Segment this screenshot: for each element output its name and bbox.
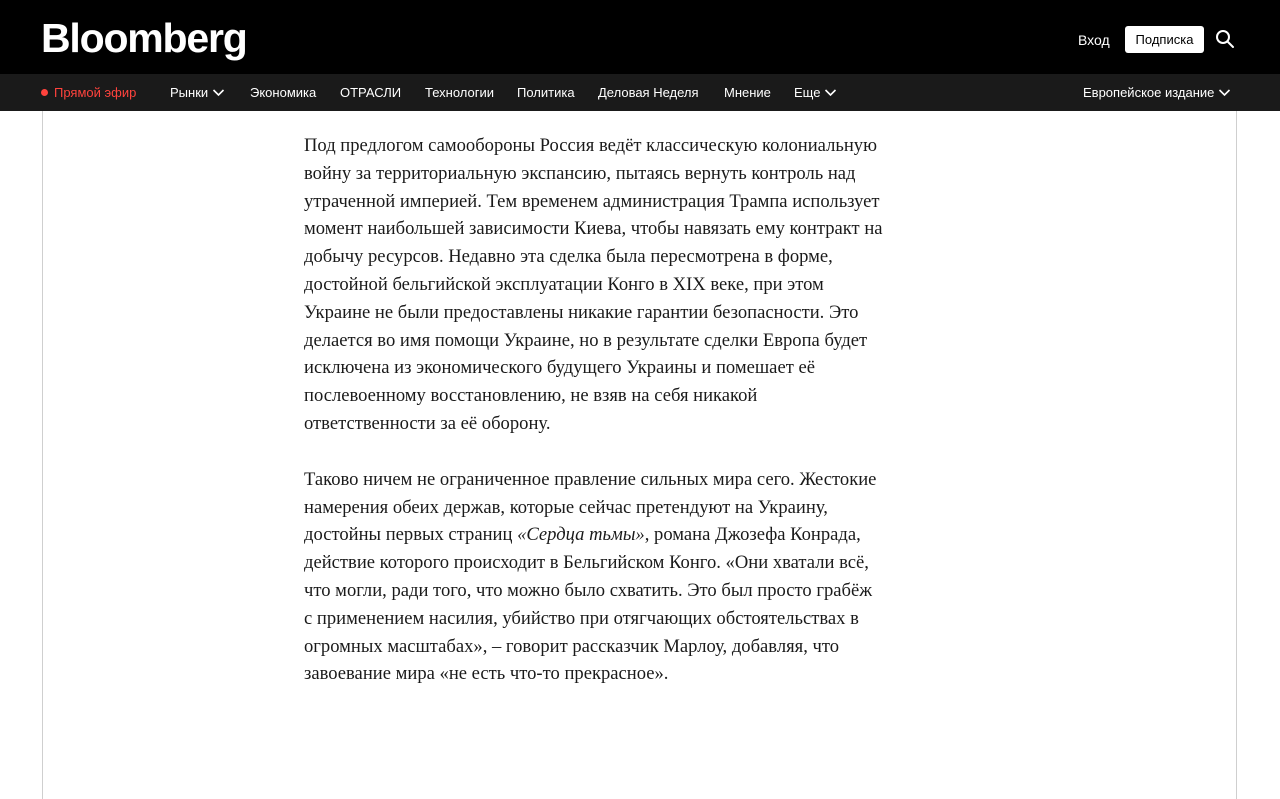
nav-live-label: Прямой эфир — [54, 85, 137, 100]
edition-selector[interactable] — [1083, 74, 1231, 111]
paragraph-text: , романа Джозефа Конрада, действие которого происходит в Бельгийском Конго. «Они хватали всё, что могли, ради того, что можно было схватить. Это был просто грабёж с применением насилия, убийство при отягчающих обстоятельствах в огромных масштабах», – говорит рассказчик Марлоу, добавляя, что завоевание мира «не есть что-то прекрасное». — [304, 524, 873, 685]
nav-item-label: Деловая Неделя — [598, 85, 699, 100]
subscribe-button[interactable]: Подписка — [1125, 26, 1204, 53]
nav-item-label: Мнение — [724, 85, 771, 100]
nav-item-label: Еще — [794, 85, 821, 100]
nav-item-economics[interactable] — [250, 74, 316, 111]
signin-link[interactable]: Вход — [1078, 32, 1110, 48]
top-bar — [0, 0, 1280, 74]
nav-item-industries[interactable] — [340, 74, 401, 111]
chevron-down-icon — [212, 88, 225, 97]
article-paragraph — [304, 466, 884, 688]
nav-item-more[interactable] — [794, 74, 837, 111]
live-dot-icon — [41, 89, 48, 96]
chevron-down-icon — [824, 88, 837, 97]
nav-item-politics[interactable] — [517, 74, 575, 111]
bloomberg-logo[interactable]: Bloomberg — [41, 15, 247, 61]
nav-item-businessweek[interactable] — [598, 74, 699, 111]
nav-live[interactable] — [41, 74, 136, 111]
search-icon[interactable] — [1215, 29, 1235, 49]
nav-item-label: Экономика — [250, 85, 317, 100]
main-navigation — [0, 74, 1280, 111]
nav-item-label: Рынки — [170, 85, 209, 100]
book-title: «Сердца тьмы» — [517, 524, 645, 546]
chevron-down-icon — [1218, 88, 1231, 97]
article-paragraph: Под предлогом самообороны Россия ведёт классическую колониальную войну за территориальную экспансию, пытаясь вернуть контроль над утраченной империей. Тем временем администрация Трампа использует момент наибольшей зависимости Киева, чтобы навязать ему контракт на добычу ресурсов. Недавно эта сделка была пересмотрена в форме, достойной бельгийской эксплуатации Конго в XIX веке, при этом Украине не были предоставлены никакие гарантии безопасности. Это делается во имя помощи Украине, но в результате сделки Европа будет исключена из экономического будущего Украины и помешает её послевоенному восстановлению, не взяв на себя никакой ответственности за её оборону. — [304, 135, 883, 434]
nav-item-markets[interactable] — [170, 74, 225, 111]
nav-item-technology[interactable] — [425, 74, 494, 111]
article-body — [304, 132, 884, 716]
nav-item-opinion[interactable] — [724, 74, 771, 111]
edition-label: Европейское издание — [1083, 85, 1215, 100]
nav-item-label: ОТРАСЛИ — [340, 85, 402, 100]
nav-item-label: Технологии — [425, 85, 495, 100]
nav-item-label: Политика — [517, 85, 575, 100]
paragraph-text: Таково ничем не ограниченное правление сильных мира сего. Жестокие намерения обеих держав, которые сейчас претендуют на Украину, достойны первых страниц — [304, 468, 877, 546]
